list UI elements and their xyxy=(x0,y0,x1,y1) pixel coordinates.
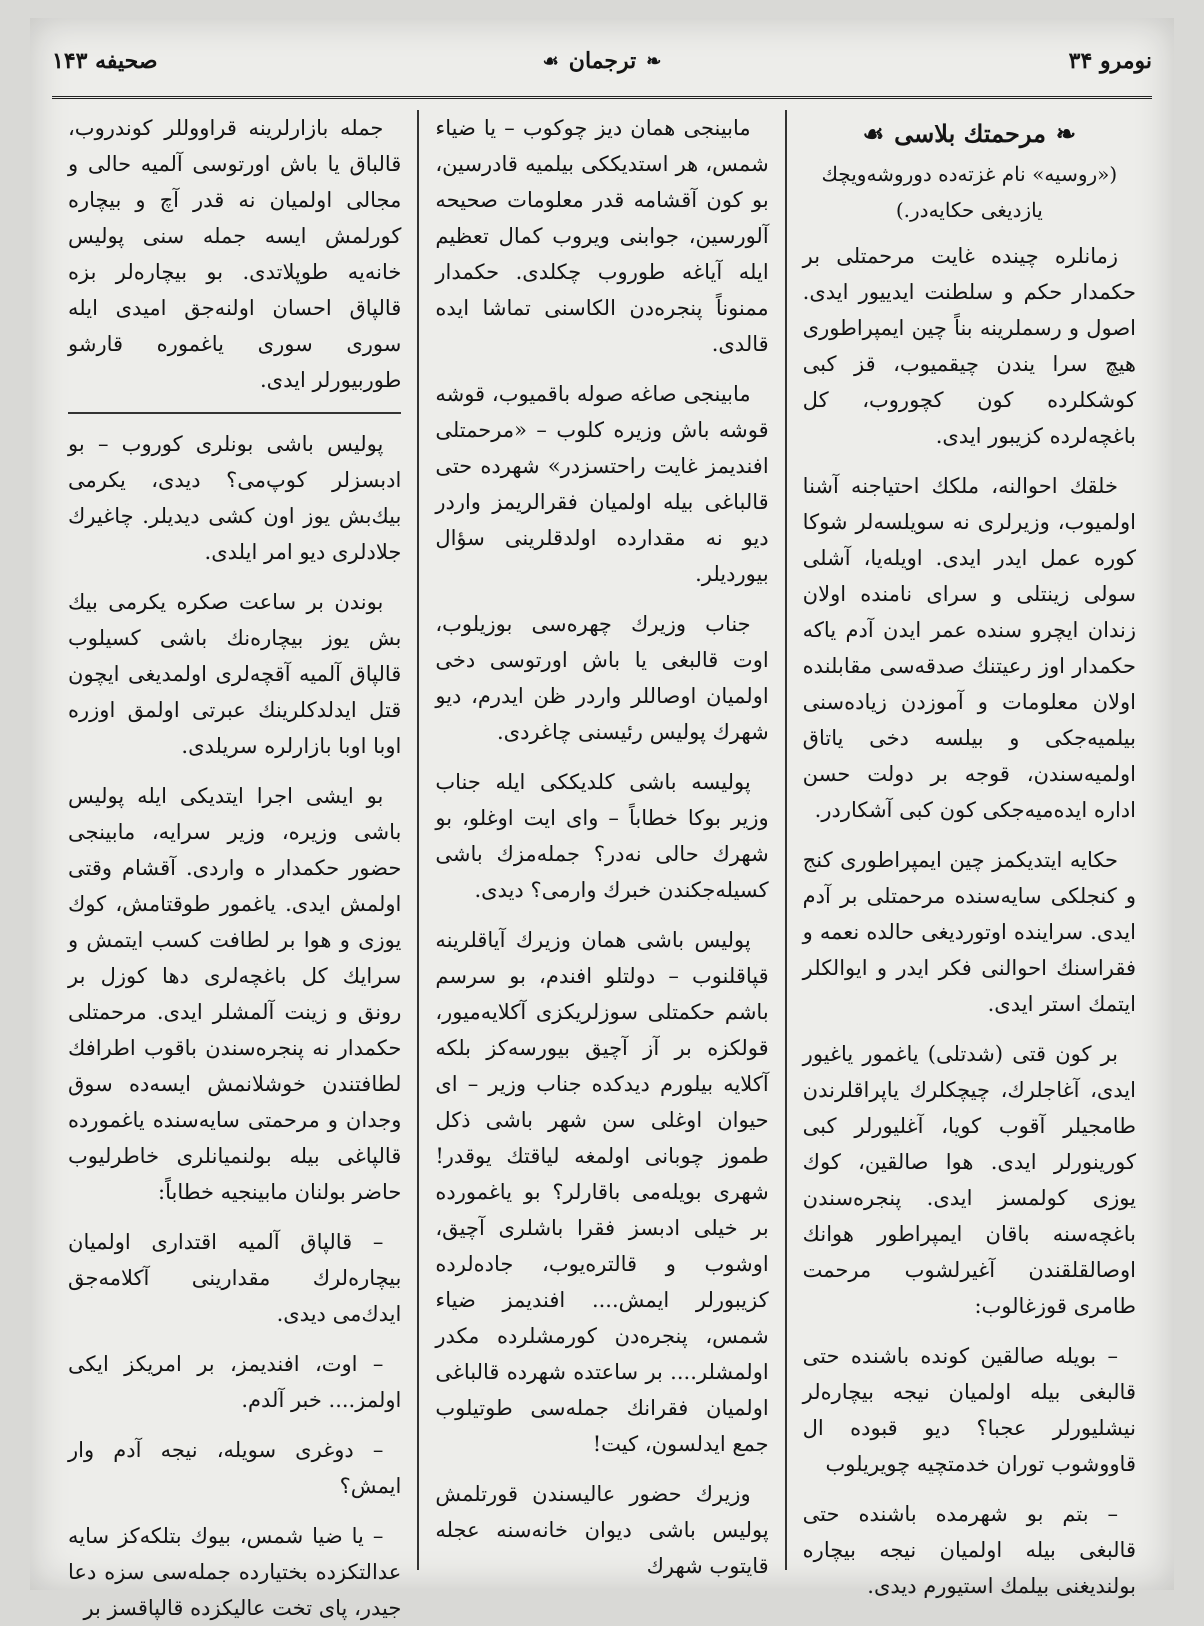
issue-number: نومرو ۳۴ xyxy=(1068,48,1152,74)
paragraph: جناب وزیرك چهره‌سی بوزیلوب، اوت قالبغی یا باش اورتوسی دخی اولمیان اوصاللر واردر ظن ایدرم، دیو شهرك پولیس رئیسنی چاغردی. xyxy=(435,612,769,744)
section-divider xyxy=(68,412,401,414)
paragraph: بوندن بر ساعت صکره یکرمی بیك بش یوز بیچاره‌نك باشی کسیلوب قالپاق آلمیه آقچه‌لری اولمدیغی ایچون قتل ایدلدکلرینك عبرتی اولمق اوزره اوبا اوبا بازارلره سریلدی. xyxy=(68,590,402,758)
paragraph: – اوت، افندیمز، بر امریکز ایکی اولمز.... خبر آلدم. xyxy=(68,1352,402,1412)
paragraph: بر کون قتی (شدتلی) یاغمور یاغیور ایدی، آغاجلرك، چیچکلرك یاپراقلرندن طامجیلر آقوب کویا، آغلیورلر کبی کورینورلر ایدی. هوا صالقین، کوك یوزی کولمسز ایدی. پنجره‌سندن باغچه‌سنه باقان ایمپراطور هوانك اوصالقلقندن آغیرلشوب مرحمت طامری قوزغالوب: xyxy=(802,1042,1136,1318)
article-title xyxy=(803,116,1136,152)
newspaper-title: ترجمان xyxy=(568,48,637,74)
article-subtitle: («روسیه» نام غزته‌ده دوروشه‌ویچك یازدیغی حکایه‌در.) xyxy=(821,162,1118,222)
paragraph: مابینجی صاغه صوله باقمیوب، قوشه قوشه باش وزیره کلوب – «مرحمتلی افندیمز غایت راحتسزدر» شهرده حتی قالباغی بیله اولمیان فقرالریمز واردر دیو نه مقدارده اولدقلرینی سؤال بیوردیلر. xyxy=(435,382,769,586)
paragraph: جمله بازارلرینه قراووللر کوندروب، قالباق یا باش اورتوسی آلمیه حالی و مجالی اولمیان نه قدر آچ و بیچاره کورلمش ایسه جمله سنی پولیس خانه‌یه طوپلاتدی. بو بیچاره‌لر بزه قالپاق احسان اولنه‌جق امیدی ایله سوری سوری یاغموره قارشو طوربیورلر ایدی. xyxy=(68,116,402,392)
paragraph: پولیسه باشی کلدیککی ایله جناب وزیر بوکا خطاباً – وای ایت اوغلو، بو شهرك حالی نه‌در؟ جمله‌مزك باشی کسیله‌جکندن خبرك وارمی؟ دیدی. xyxy=(435,770,769,902)
paragraph: – یا ضیا شمس، بیوك بتلکه‌کز سایه عدالتکزده بختیارده جمله‌سی سزه دعا جیدر، پای تخت عالیکزده قالپاقسز بر xyxy=(68,1524,402,1620)
paragraph: حکایه ایتدیکمز چین ایمپراطوری کنج و کنجلکی سایه‌سنده مرحمتلی بر آدم ایدی. سراینده اوتوردیغی حالده نعمه و فقراسنك احوالنی فکر ایدر و ایوالکلر ایتمك استر ایدی. xyxy=(802,848,1136,1016)
ornament-icon: ☙ xyxy=(862,119,885,148)
paragraph: – دوغری سویله، نیجه آدم وار ایمش؟ xyxy=(68,1438,402,1498)
paragraph: – بتم بو شهرمده باشنده حتی قالبغی بیله اولمیان نیجه بیچاره بولندیغنی بیلمك استیورم دیدی. xyxy=(802,1502,1136,1598)
header-rule xyxy=(52,96,1152,99)
ornament-icon: ❧ xyxy=(1055,119,1077,148)
column-left xyxy=(52,110,419,1620)
column-middle xyxy=(419,110,786,1578)
paragraph: مابینجی همان دیز چوکوب – یا ضیاء شمس، هر استدیککی بیلمیه قادرسین، بو کون آقشامه قدر معلومات صحیحه آلورسین، جوابنی ویروب کمال تعظیم ایله آیاغه طوروب چکلدی. حکمدار ممنوناً پنجره‌دن الکاسنی تماشا ایده قالدی. xyxy=(435,116,769,356)
paragraph: وزیرك حضور عالیسندن قورتلمش پولیس باشی دیوان خانه‌سنه عجله قایتوب شهرك xyxy=(435,1482,769,1578)
newspaper-page xyxy=(30,18,1174,1620)
article-title-text: مرحمتك بلاسی xyxy=(894,119,1046,148)
paragraph: – قالپاق آلمیه اقتداری اولمیان بیچاره‌لرك مقدارینی آکلامه‌جق ایدك‌می دیدی. xyxy=(68,1230,402,1326)
ornament-icon: ☙ xyxy=(542,50,559,72)
paragraph: خلقك احوالنه، ملکك احتیاجنه آشنا اولمیوب، وزیرلری نه سویلسه‌لر شوکا کوره عمل ایدر ایدی. اویله‌یا، آشلی سولی زینتلی و سرای نامنده اولان زندان ایچرو سنده عمر ایدن آدم یاکه حکمدار اوز رعیتنك صدقه‌سی مقابلنده اولان معلومات و آموزدن زیاده‌سنی بیلمیه‌جکی و بیلسه دخی یاتاق اولمیه‌سندن، قوجه بر دولت حسن اداره ایده‌میه‌جکی کون کبی آشکاردر. xyxy=(802,474,1136,822)
column-right xyxy=(787,110,1152,1598)
page-header xyxy=(52,40,1152,104)
paragraph: زمانلره چینده غایت مرحمتلی بر حکمدار حکم و سلطنت ایدییور ایدی. اصول و رسملرینه بناً چین ایمپراطوری هیچ سرا یندن چیقمیوب، قز کبی کوشکلرده کون کچوروب، کل باغچه‌لرده کزیبور ایدی. xyxy=(802,244,1136,448)
paragraph: پولیس باشی بونلری کوروب – بو ادبسزلر کوپ‌می؟ دیدی، یکرمی بیك‌بش یوز اون کشی دیدیلر. چاغیرك جلادلری دیو امر ایلدی. xyxy=(68,432,402,564)
columns xyxy=(52,110,1152,1620)
page-number: صحیفه ۱۴۳ xyxy=(52,48,158,74)
paragraph: پولیس باشی همان وزیرك آیاقلرینه قپاقلنوب – دولتلو افندم، بو سرسم باشم حکمتلی سوزلریکزی آکلایه‌میور، قولکزه بر آز آچیق بیورسه‌کز بلکه آکلایه بیلورم دیدکده جناب وزیر – ای حیوان اوغلی سن شهر باشی ذکل طموز چوبانی اولمغه لیاقتك یوقدر! شهری بویله‌می باقارلر؟ بو یاغمورده بر خیلی ادبسز فقرا باشلری آچیق، اوشوب و قالتره‌یوب، جاده‌لرده کزیبورلر ایمش.... افندیمز ضیاء شمس، پنجره‌دن کورمشلرده مکدر اولمشلر.... بر ساعتده شهرده قالباغی اولمیان فقرانك جمله‌سی طوتیلوب جمع ایدلسون، کیت! xyxy=(435,928,769,1456)
ornament-icon: ❧ xyxy=(646,50,662,72)
paragraph: – بویله صالقین کونده باشنده حتی قالبغی بیله اولمیان نیجه بیچاره‌لر نیشلیورلر عجبا؟ دیو قبوده ال قاووشوب توران خدمتچیه چویریلوب xyxy=(802,1344,1136,1476)
masthead xyxy=(543,48,662,74)
paragraph: بو ایشی اجرا ایتدیکی ایله پولیس باشی وزیره، وزیر سرایه، مابینجی حضور حکمدار ه واردی. آقشام وقتی اولمش ایدی. یاغمور طوقتامش، کوك یوزی و هوا بر لطافت کسب ایتمش و سرایك کل باغچه‌لری دها کوزل بر رونق و زینت آلمشلر ایدی. مرحمتلی حکمدار نه پنجره‌سندن باقوب اطرافك لطافتندن خوشلانمش ایسه‌ده سوق وجدان و مرحمتی سایه‌سنده یاغمورده قالپاغی بیله بولنمیانلری خاطرلیوب حاضر بولنان مابینجیه خطاباً: xyxy=(68,784,402,1204)
